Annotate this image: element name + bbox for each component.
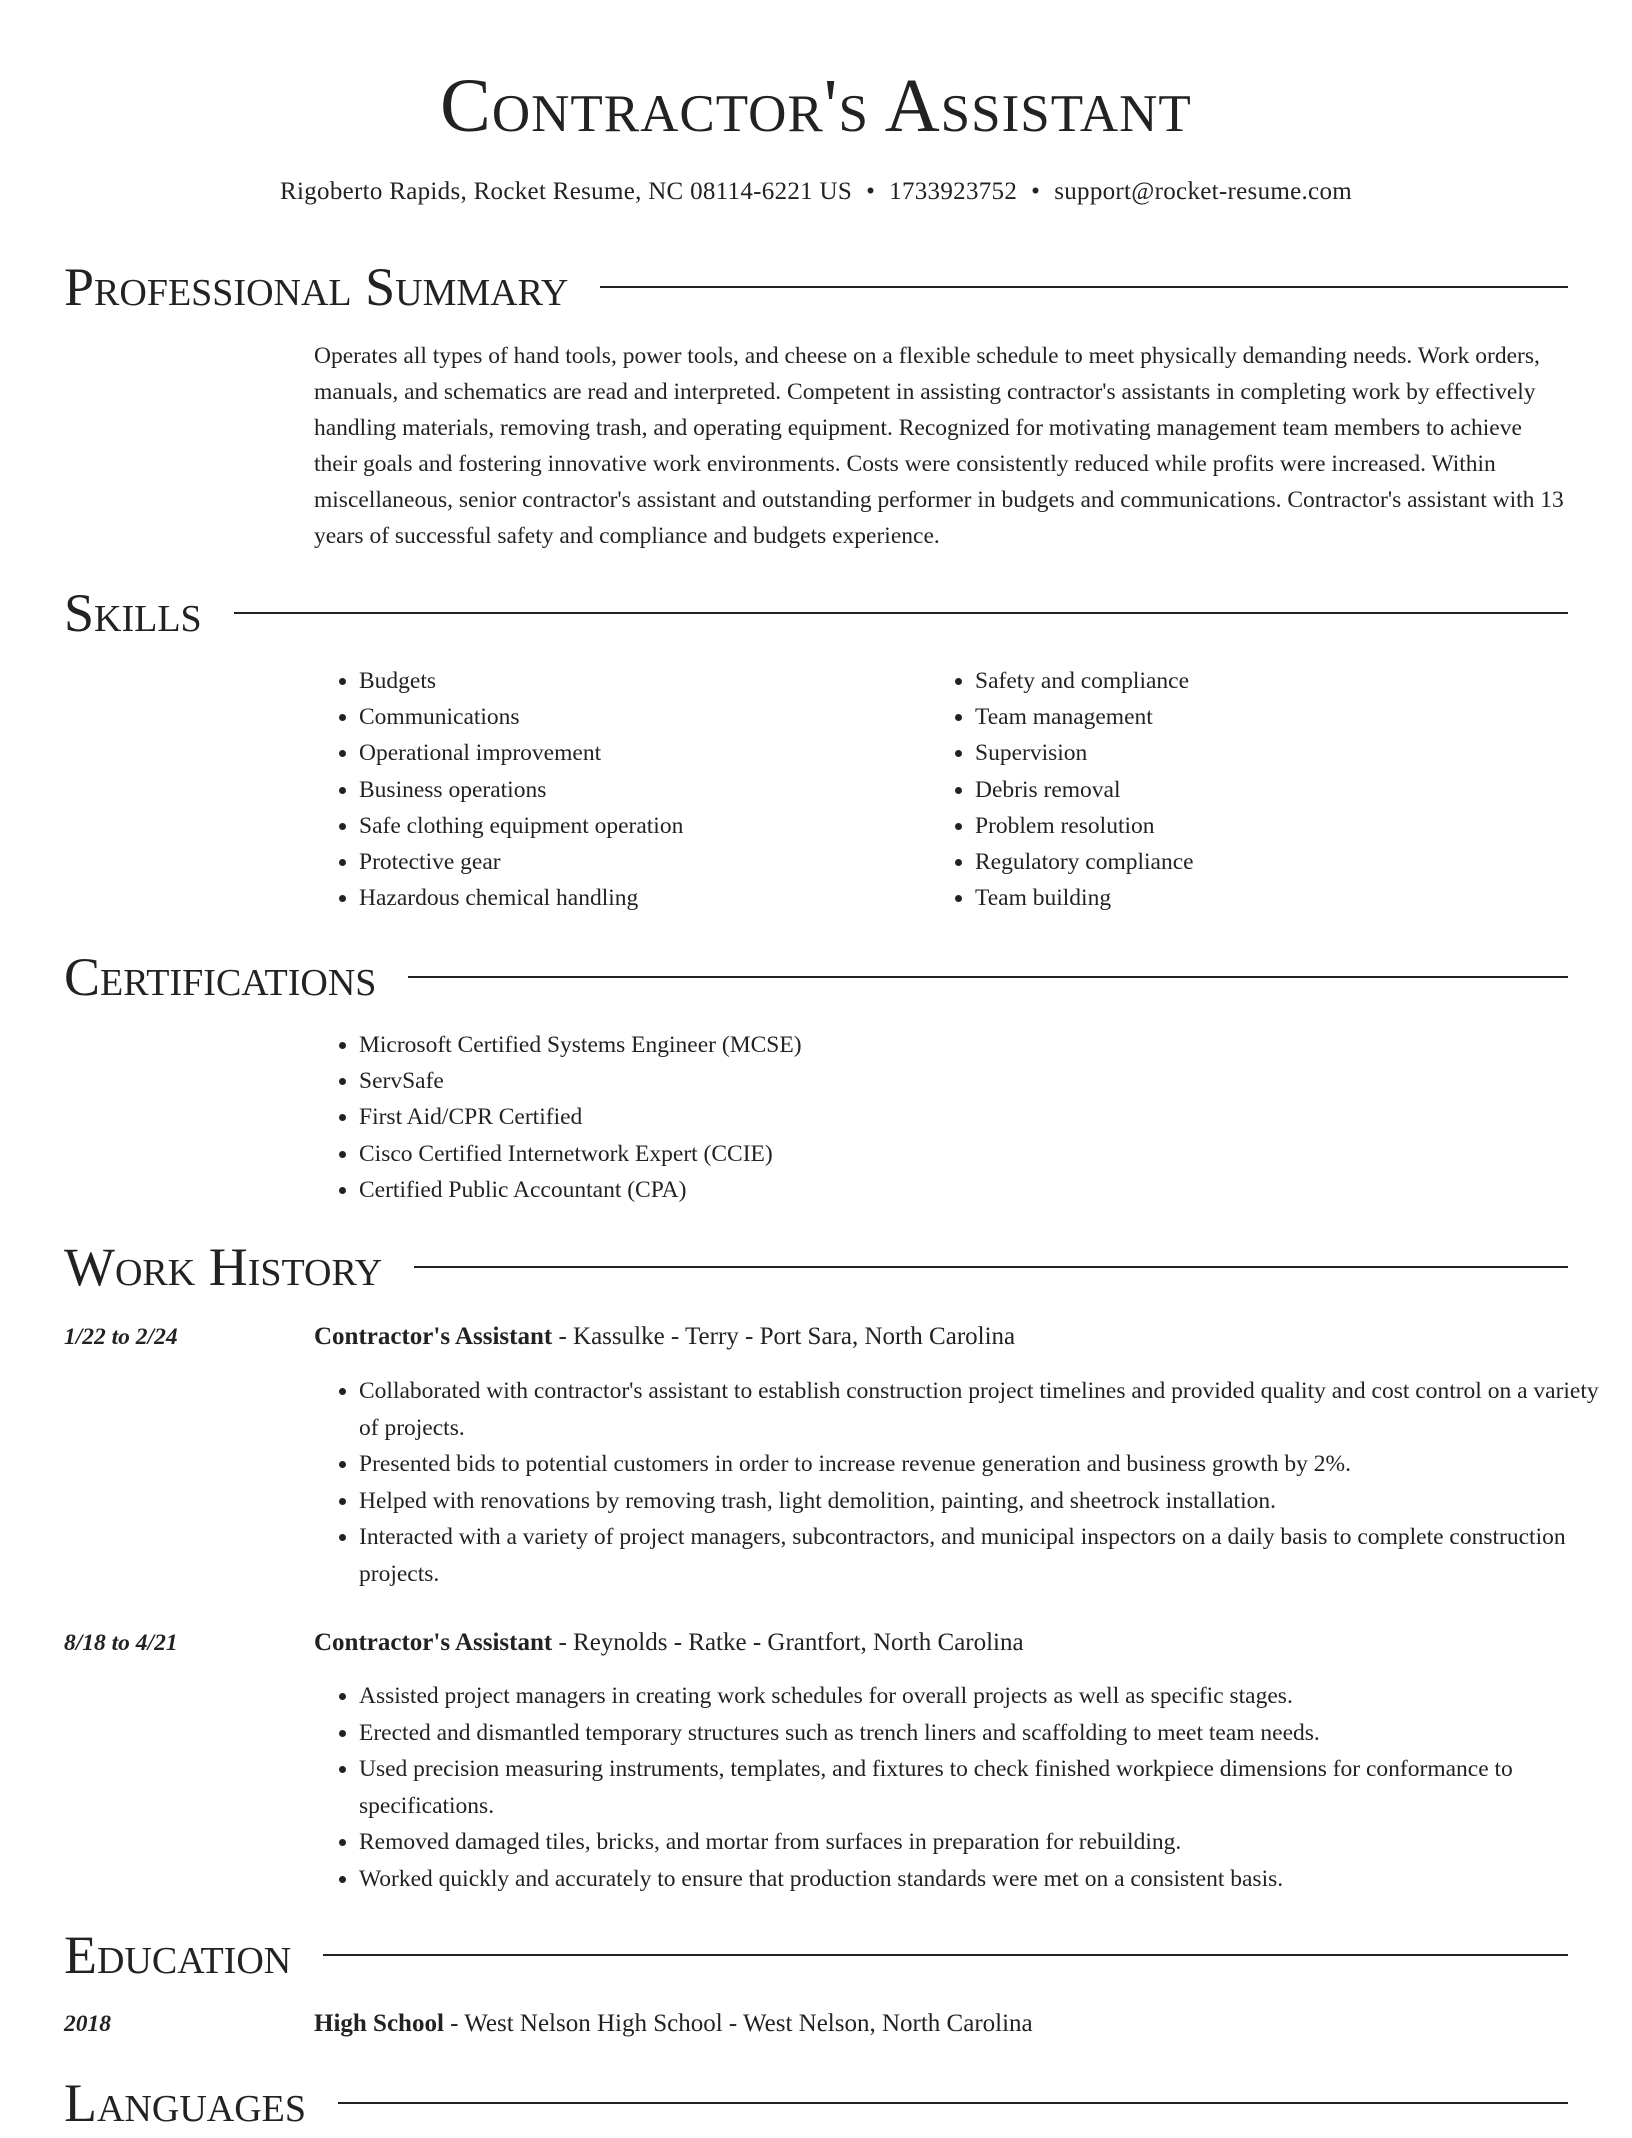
certification-item: • Certified Public Accountant (CPA) — [359, 1172, 1559, 1208]
section-divider — [414, 1266, 1568, 1268]
job-dates: 8/18 to 4/21 — [64, 1630, 178, 1656]
contact-separator: • — [866, 178, 876, 205]
education-year: 2018 — [64, 2011, 111, 2037]
skills-list-right — [930, 663, 1595, 916]
job-bullet: • Collaborated with contractor's assistant to establish construction project timelines and provided quality and cost control on a variety of projects. — [359, 1373, 1609, 1446]
job-bullet: • Assisted project managers in creating work schedules for overall projects as well as specific stages. — [359, 1678, 1609, 1715]
certifications-list — [314, 1027, 1559, 1208]
candidate-name: Contractor's Assistant — [440, 64, 1192, 148]
skill-item: • Safe clothing equipment operation — [359, 808, 929, 844]
job-employer-location: - Reynolds - Ratke - Grantfort, North Carolina — [552, 1629, 1024, 1656]
job-heading — [314, 1319, 1015, 1355]
contact-line — [0, 174, 1632, 210]
education-heading — [314, 2006, 1033, 2042]
section-title-summary: Professional Summary — [64, 257, 569, 317]
job-bullet: • Removed damaged tiles, bricks, and mortar from surfaces in preparation for rebuilding. — [359, 1824, 1609, 1861]
section-divider — [408, 976, 1568, 978]
job-bullets — [314, 1678, 1609, 1897]
job-heading — [314, 1625, 1024, 1661]
section-header-languages — [64, 2068, 1568, 2138]
section-divider — [338, 2102, 1568, 2104]
section-header-work-history — [64, 1232, 1568, 1302]
skill-item: • Team building — [975, 880, 1595, 916]
job-title: Contractor's Assistant — [314, 1629, 553, 1656]
job-bullet: • Used precision measuring instruments, templates, and fixtures to check finished workpiece dimensions for conformance to specifications. — [359, 1751, 1609, 1824]
skill-item: • Debris removal — [975, 772, 1595, 808]
section-title-skills: Skills — [64, 583, 202, 643]
section-header-summary — [64, 252, 1568, 322]
skill-item: • Business operations — [359, 772, 929, 808]
section-header-certifications — [64, 942, 1568, 1012]
job-bullets — [314, 1373, 1609, 1592]
section-divider — [323, 1954, 1568, 1956]
job-bullet: • Interacted with a variety of project managers, subcontractors, and municipal inspectors on a daily basis to complete construction projects. — [359, 1519, 1609, 1592]
job-bullet: • Erected and dismantled temporary structures such as trench liners and scaffolding to meet team needs. — [359, 1715, 1609, 1752]
skills-list-left — [314, 663, 929, 916]
job-bullet: • Worked quickly and accurately to ensure that production standards were met on a consistent basis. — [359, 1861, 1609, 1898]
section-title-work-history: Work History — [64, 1237, 383, 1297]
contact-separator: • — [1031, 178, 1041, 205]
section-header-skills — [64, 578, 1568, 648]
certification-item: • Cisco Certified Internetwork Expert (CCIE) — [359, 1136, 1559, 1172]
certification-item: • First Aid/CPR Certified — [359, 1099, 1559, 1135]
contact-phone: 1733923752 — [889, 178, 1018, 205]
education-school-location: - West Nelson High School - West Nelson, North Carolina — [443, 2010, 1033, 2037]
skill-item: • Budgets — [359, 663, 929, 699]
skill-item: • Regulatory compliance — [975, 844, 1595, 880]
skill-item: • Communications — [359, 699, 929, 735]
contact-address: Rigoberto Rapids, Rocket Resume, NC 08114-6221 US — [280, 178, 853, 205]
skill-item: • Team management — [975, 699, 1595, 735]
skill-item: • Hazardous chemical handling — [359, 880, 929, 916]
job-bullet: • Helped with renovations by removing trash, light demolition, painting, and sheetrock installation. — [359, 1483, 1609, 1520]
section-divider — [234, 612, 1568, 614]
section-title-certifications: Certifications — [64, 947, 377, 1007]
section-title-education: Education — [64, 1925, 292, 1985]
job-title: Contractor's Assistant — [314, 1323, 553, 1350]
contact-email: support@rocket-resume.com — [1054, 178, 1352, 205]
job-employer-location: - Kassulke - Terry - Port Sara, North Carolina — [552, 1323, 1016, 1350]
skill-item: • Operational improvement — [359, 735, 929, 771]
certification-item: • Microsoft Certified Systems Engineer (MCSE) — [359, 1027, 1559, 1063]
certification-item: • ServSafe — [359, 1063, 1559, 1099]
summary-text: Operates all types of hand tools, power tools, and cheese on a flexible schedule to meet physically demanding needs. Work orders, manuals, and schematics are read and interpreted. Competent in assisting contractor's assistants in completing work by effectively handling materials, removing trash, and operating equipment. Recognized for motivating management team members to achieve their goals and fostering innovative work environments. Costs were consistently reduced while profits were increased. Within miscellaneous, senior contractor's assistant and outstanding performer in budgets and communications. Contractor's assistant with 13 years of successful safety and compliance and budgets experience. — [314, 343, 1564, 549]
skill-item: • Problem resolution — [975, 808, 1595, 844]
section-header-education — [64, 1920, 1568, 1990]
section-title-languages: Languages — [64, 2073, 306, 2133]
education-degree: High School — [314, 2010, 444, 2037]
section-divider — [600, 286, 1568, 288]
job-dates: 1/22 to 2/24 — [64, 1324, 178, 1350]
skill-item: • Supervision — [975, 735, 1595, 771]
skill-item: • Safety and compliance — [975, 663, 1595, 699]
job-bullet: • Presented bids to potential customers in order to increase revenue generation and business growth by 2%. — [359, 1446, 1609, 1483]
skill-item: • Protective gear — [359, 844, 929, 880]
